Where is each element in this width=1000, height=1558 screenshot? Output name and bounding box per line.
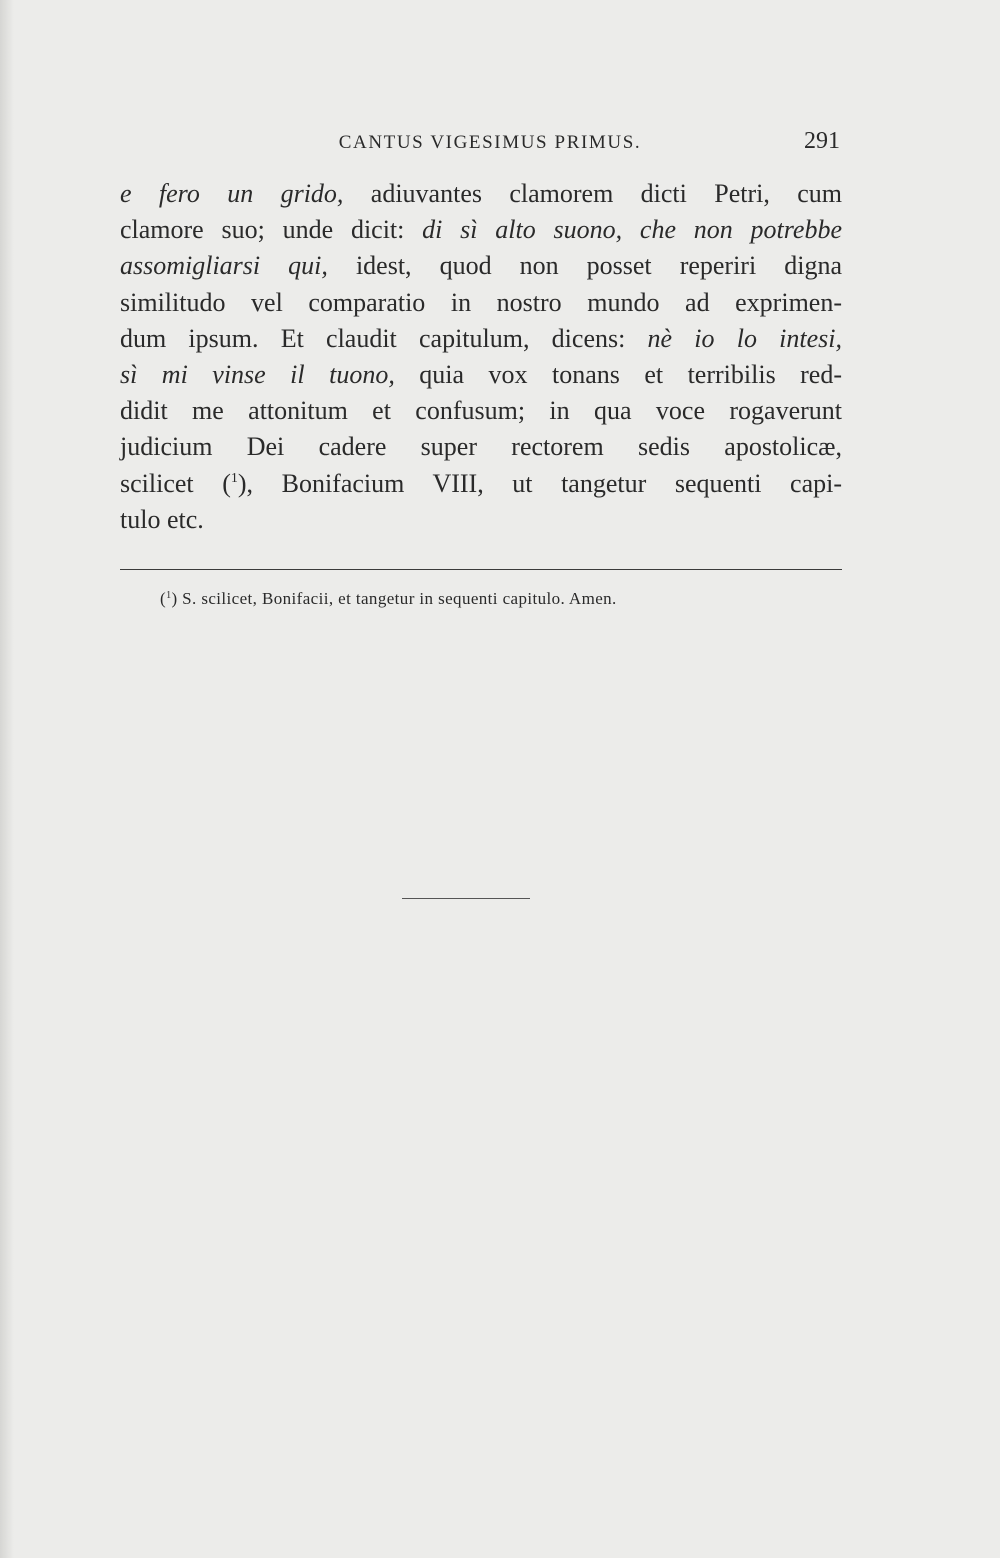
text-line [120, 321, 842, 357]
italian-quote: nè io lo intesi, [647, 323, 842, 353]
italian-quote: sì mi vinse il tuono, [120, 360, 395, 390]
running-head [120, 128, 840, 162]
footnote-rule [120, 569, 842, 570]
page-edge [0, 0, 14, 1558]
italian-quote: assomigliarsi qui, [120, 251, 328, 281]
text-line: didit me attonitum et confusum; in qua voce rogaverunt [120, 396, 842, 426]
latin-text: dum ipsum. Et claudit capitulum, dicens: [120, 323, 648, 353]
latin-text: idest, quod non posset reperiri digna [327, 251, 842, 281]
end-rule [402, 898, 530, 899]
text-line: tulo etc. [120, 504, 204, 534]
footnote-open: ( [160, 589, 167, 608]
text-line [120, 248, 842, 284]
footnote [160, 589, 617, 609]
body-text [120, 176, 842, 538]
latin-text: scilicet ( [120, 468, 231, 498]
italian-quote: di sì alto suono, che non potrebbe [422, 215, 842, 245]
text-line: similitudo vel comparatio in nostro mundo ad exprimen- [120, 287, 842, 317]
latin-text: quia vox tonans et terribilis red- [394, 360, 843, 390]
footnote-mark: 1 [166, 590, 172, 601]
latin-text: ), Bonifacium VIII, ut tangetur sequenti capi- [237, 468, 842, 498]
text-line [120, 357, 842, 393]
text-line [120, 466, 842, 502]
page-number: 291 [804, 128, 840, 154]
running-title: CANTUS VIGESIMUS PRIMUS. [338, 132, 642, 153]
latin-text: clamore suo; unde dicit: [120, 215, 423, 245]
footnote-text: S. scilicet, Bonifacii, et tangetur in sequenti capitulo. Amen. [177, 589, 617, 608]
italian-quote: e fero un grido, [120, 179, 344, 208]
footnote-close: ) [171, 589, 178, 608]
latin-text: adiuvantes clamorem dicti Petri, cum [343, 179, 842, 208]
text-line [120, 176, 842, 212]
text-line: judicium Dei cadere super rectorem sedis apostolicæ, [120, 432, 842, 462]
text-line [120, 212, 842, 248]
footnote-reference[interactable]: 1 [230, 470, 238, 486]
